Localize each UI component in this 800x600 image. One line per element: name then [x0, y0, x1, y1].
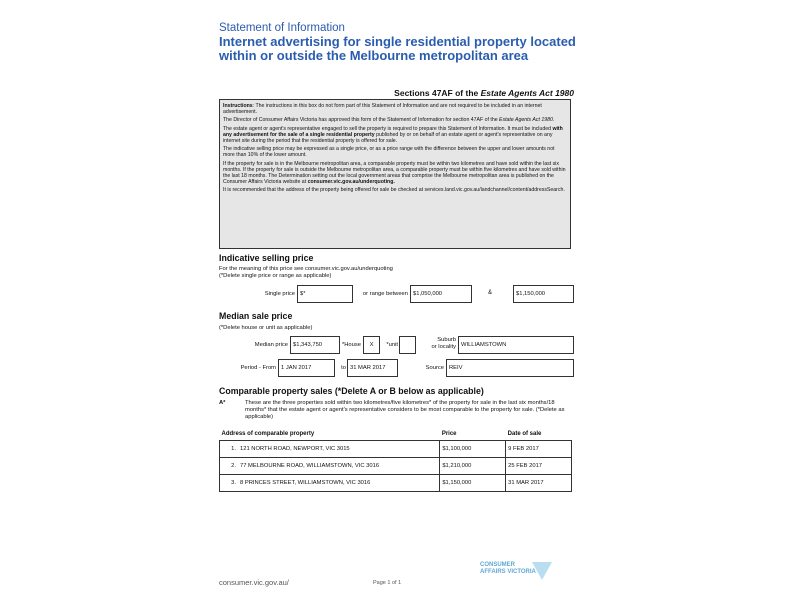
instructions-p5: If the property for sale is in the Melbourne metropolitan area, a comparable property must be within two kilometres and have sold within the last six months. If the property for sale is outside the Melbourne metropolitan area, a comparable property must be within five kilometres and have sold within the last 18 months. The Determination setting out the local government areas that comprise the Melbourne metropolitan area is published on the Consumer Affairs Victoria website at consumer.vic.gov.au/underquoting. — [223, 160, 566, 186]
row-address-cell[interactable] — [220, 458, 440, 475]
instructions-box — [219, 99, 571, 249]
indicative-note-2: (*Delete single price or range as applicable) — [219, 273, 332, 279]
single-price-label: Single price — [264, 291, 295, 297]
row-date[interactable]: 25 FEB 2017 — [506, 458, 572, 475]
range-low-field[interactable]: $1,050,000 — [410, 285, 472, 303]
option-a-label: A* — [219, 400, 226, 406]
range-high-field[interactable]: $1,150,000 — [513, 285, 574, 303]
header-address: Address of comparable property — [221, 431, 315, 437]
single-price-field[interactable]: $* — [297, 285, 353, 303]
row-address: 8 PRINCES STREET, WILLIAMSTOWN, VIC 3016 — [240, 480, 371, 486]
range-label: or range between — [362, 291, 408, 297]
comparable-heading: Comparable property sales (*Delete A or B below as applicable) — [219, 386, 484, 396]
unit-label: *unit — [386, 342, 398, 348]
row-price[interactable]: $1,150,000 — [440, 475, 506, 492]
document-title: Internet advertising for single residential property located within or outside the Melbourne metropolitan area — [219, 34, 576, 63]
indicative-heading: Indicative selling price — [219, 253, 314, 263]
row-number: 1. — [231, 446, 236, 452]
median-heading: Median sale price — [219, 311, 293, 321]
period-to-label: to — [341, 365, 346, 371]
table-row — [220, 441, 572, 458]
table-row — [220, 458, 572, 475]
header-price: Price — [441, 431, 457, 437]
instructions-p6: It is recommended that the address of the property being offered for sale be checked at services.land.vic.gov.au/landchannel/content/addressSearch. — [223, 187, 565, 194]
unit-field[interactable] — [399, 336, 416, 354]
median-price-label: Median price — [254, 342, 288, 348]
instructions-p1: Instructions: The instructions in this box do not form part of this Statement of Information and are not required to be included in an internet advertisement. — [223, 103, 542, 116]
period-from-field[interactable]: 1 JAN 2017 — [278, 359, 335, 377]
row-price[interactable]: $1,100,000 — [440, 441, 506, 458]
row-date[interactable]: 9 FEB 2017 — [506, 441, 572, 458]
house-field[interactable]: X — [363, 336, 380, 354]
suburb-label: Suburb or locality — [431, 337, 456, 350]
option-a-text: These are the three properties sold within two kilometres/five kilometres* of the property for sale in the last six months/18 months* that the estate agent or agent's representative considers to be most comparable to the property for sale. (*Delete as applicable) — [245, 400, 565, 420]
instructions-p4: The indicative selling price may be expressed as a single price, or as a price range with the difference between the upper and lower amounts not more than 10% of the lower amount. — [223, 146, 555, 159]
comparable-table — [219, 431, 572, 492]
comparable-table-header — [220, 431, 572, 441]
footer-url[interactable]: consumer.vic.gov.au/ — [219, 578, 289, 587]
instructions-p2: The Director of Consumer Affairs Victoria has approved this form of the Statement of Information for section 47AF of the Estate Agents Act 1980. — [223, 117, 555, 124]
period-to-field[interactable]: 31 MAR 2017 — [347, 359, 398, 377]
row-address: 77 MELBOURNE ROAD, WILLIAMSTOWN, VIC 3016 — [240, 463, 380, 469]
range-ampersand: & — [488, 290, 493, 296]
logo-text: CONSUMER AFFAIRS VICTORIA — [480, 562, 536, 575]
table-row — [220, 475, 572, 492]
row-address-cell[interactable] — [220, 441, 440, 458]
page-number: Page 1 of 1 — [373, 580, 402, 586]
row-number: 2. — [231, 463, 236, 469]
sections-reference: Sections 47AF of the Estate Agents Act 1980 — [394, 88, 574, 98]
median-note: (*Delete house or unit as applicable) — [219, 325, 313, 331]
row-address: 121 NORTH ROAD, NEWPORT, VIC 3015 — [240, 446, 350, 452]
source-field[interactable]: REIV — [446, 359, 574, 377]
house-label: *House — [341, 342, 361, 348]
row-price[interactable]: $1,210,000 — [440, 458, 506, 475]
indicative-note-1: For the meaning of this price see consumer.vic.gov.au/underquoting — [219, 266, 393, 272]
row-date[interactable]: 31 MAR 2017 — [506, 475, 572, 492]
row-number: 3. — [231, 480, 236, 486]
median-price-field[interactable]: $1,343,750 — [290, 336, 340, 354]
header-date: Date of sale — [507, 431, 542, 437]
row-address-cell[interactable] — [220, 475, 440, 492]
document-kicker: Statement of Information — [219, 22, 345, 34]
period-from-label: Period - From — [240, 365, 276, 371]
suburb-field[interactable]: WILLIAMSTOWN — [458, 336, 574, 354]
instructions-p3: The estate agent or agent's representative engaged to sell the property is required to prepare this Statement of Information. It must be included with any advertisement for the sale of a single residential property published by or on behalf of an estate agent or agent's representative on any internet site during the period that the residential property is offered for sale. — [223, 125, 563, 145]
source-label: Source — [425, 365, 444, 371]
